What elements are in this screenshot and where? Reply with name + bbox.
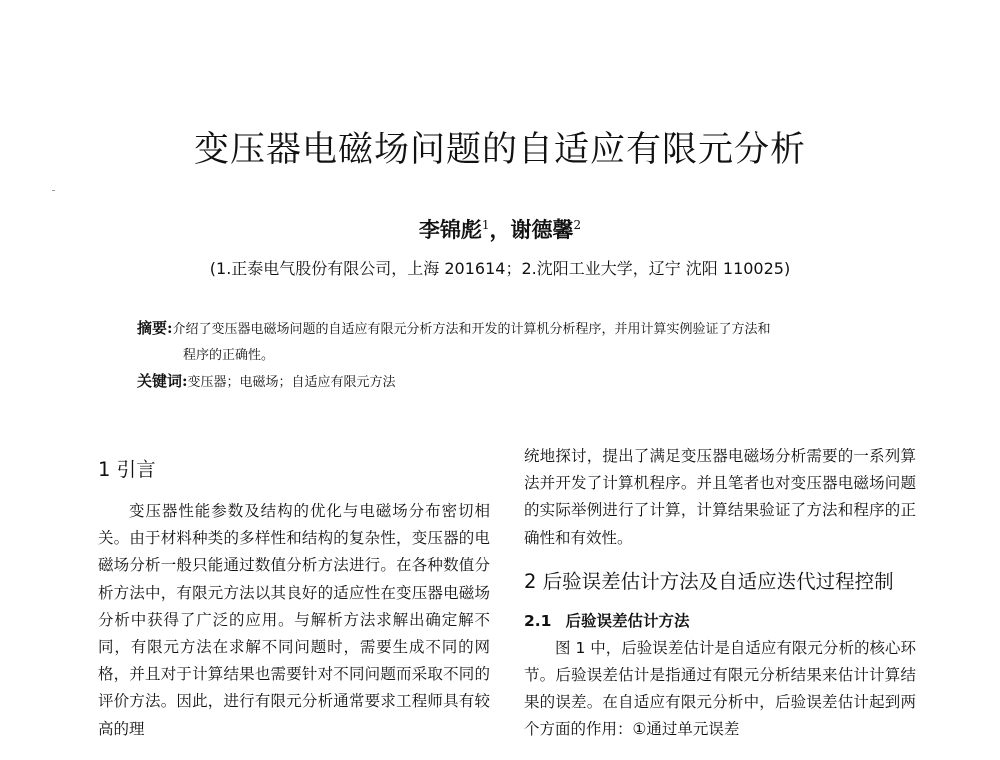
- keywords: [137, 368, 897, 396]
- section-2-heading: 2 后验误差估计方法及自适应迭代过程控制: [524, 569, 894, 593]
- left-column: [98, 450, 490, 743]
- keywords-label: 关键词:: [137, 372, 188, 390]
- subsection-2-1-title: 后验误差估计方法: [565, 611, 690, 630]
- abstract-label: 摘要:: [137, 319, 173, 337]
- keywords-text: 变压器；电磁场；自适应有限元方法: [187, 375, 396, 390]
- abstract-line-2: 程序的正确性。: [183, 348, 275, 363]
- section-1-heading: 1 引言: [98, 458, 156, 481]
- author-1-affil-mark: 1: [481, 218, 490, 232]
- paper-title: 变压器电磁场问题的自适应有限元分析: [193, 130, 806, 170]
- subsection-2-1-paragraph: 图 1 中，后验误差估计是自适应有限元分析的核心环节。后验误差估计是指通过有限元分析结果来估计计算结果的误差。在自适应有限元分析中，后验误差估计起到两个方面的作用：①通过单元误差: [524, 638, 916, 739]
- continued-paragraph: 统地探讨，提出了满足变压器电磁场分析需要的一系列算法并开发了计算机程序。并且笔者也对变压器电磁场问题的实际举例进行了计算，计算结果验证了方法和程序的正确性和有效性。: [524, 447, 916, 547]
- author-2: 谢德馨: [510, 217, 574, 242]
- subsection-2-1-heading: [524, 608, 916, 635]
- author-line: [0, 214, 1000, 244]
- author-2-affil-mark: 2: [573, 218, 582, 232]
- right-column: [524, 443, 916, 744]
- scan-mark: [52, 190, 55, 191]
- abstract-line-1: 介绍了变压器电磁场问题的自适应有限元分析方法和开发的计算机分析程序，并用计算实例验证了方法和: [172, 322, 771, 337]
- author-1: 李锦彪: [418, 217, 482, 242]
- affiliation: (1.正泰电气股份有限公司，上海 201614；2.沈阳工业大学，辽宁 沈阳 110025): [209, 259, 791, 278]
- author-separator: ，: [489, 217, 511, 242]
- abstract: [137, 315, 897, 369]
- section-1-paragraph: 变压器性能参数及结构的优化与电磁场分布密切相关。由于材料种类的多样性和结构的复杂性，变压器的电磁场分析一般只能通过数值分析方法进行。在各种数值分析方法中，有限元方法以其良好的适应性在变压器电磁场分析中获得了广泛的应用。与解析方法求解出确定解不同，有限元方法在求解不同问题时，需要生成不同的网格，并且对于计算结果也需要针对不同问题而采取不同的评价方法。因此，进行有限元分析通常要求工程师具有较高的理: [98, 502, 490, 738]
- subsection-2-1-number: 2.1: [524, 611, 552, 630]
